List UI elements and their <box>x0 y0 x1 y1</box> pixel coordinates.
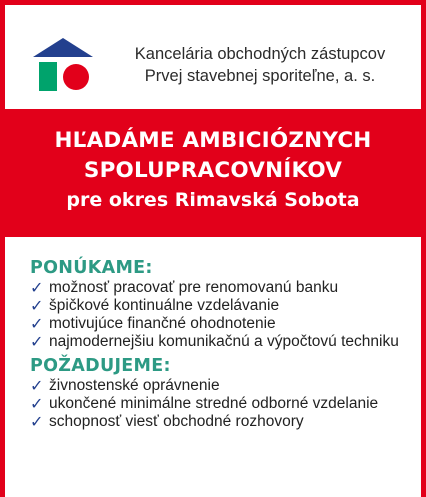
list-item <box>30 333 421 351</box>
check-icon: ✓ <box>30 332 44 351</box>
list-item <box>30 315 421 333</box>
list-item <box>30 413 421 431</box>
company-name <box>101 43 419 87</box>
check-icon: ✓ <box>30 376 44 395</box>
house-logo-icon <box>33 35 93 95</box>
list-item-text: ukončené minimálne stredné odborné vzdelanie <box>49 395 379 412</box>
check-icon: ✓ <box>30 278 44 297</box>
list-item <box>30 297 421 315</box>
require-list <box>30 377 421 431</box>
list-item-text: schopnosť viesť obchodné rozhovory <box>49 413 304 430</box>
list-item <box>30 395 421 413</box>
check-icon: ✓ <box>30 394 44 413</box>
headline-line-1: HĽADÁME AMBICIÓZNYCH <box>54 128 372 153</box>
list-item <box>30 279 421 297</box>
headline-line-2: SPOLUPRACOVNÍKOV <box>83 158 343 183</box>
list-item-text: živnostenské oprávnenie <box>49 377 220 394</box>
check-icon: ✓ <box>30 412 44 431</box>
offer-title: PONÚKAME: <box>30 258 153 278</box>
company-line-1: Kancelária obchodných zástupcov <box>134 45 386 63</box>
company-line-2: Prvej stavebnej sporiteľne, a. s. <box>144 67 376 85</box>
list-item-text: motivujúce finančné ohodnotenie <box>49 315 276 332</box>
headline-region: pre okres Rimavská Sobota <box>66 189 360 211</box>
list-item-text: možnosť pracovať pre renomovanú banku <box>49 279 339 296</box>
check-icon: ✓ <box>30 296 44 315</box>
list-item-text: špičkové kontinuálne vzdelávanie <box>49 297 280 314</box>
offer-list <box>30 279 421 351</box>
check-icon: ✓ <box>30 314 44 333</box>
list-item <box>30 377 421 395</box>
list-item-text: najmodernejšiu komunikačnú a výpočtovú techniku <box>49 333 399 350</box>
content-panel <box>5 237 421 497</box>
header-panel <box>5 5 421 109</box>
headline-banner <box>0 112 426 234</box>
require-title: POŽADUJEME: <box>30 356 171 376</box>
